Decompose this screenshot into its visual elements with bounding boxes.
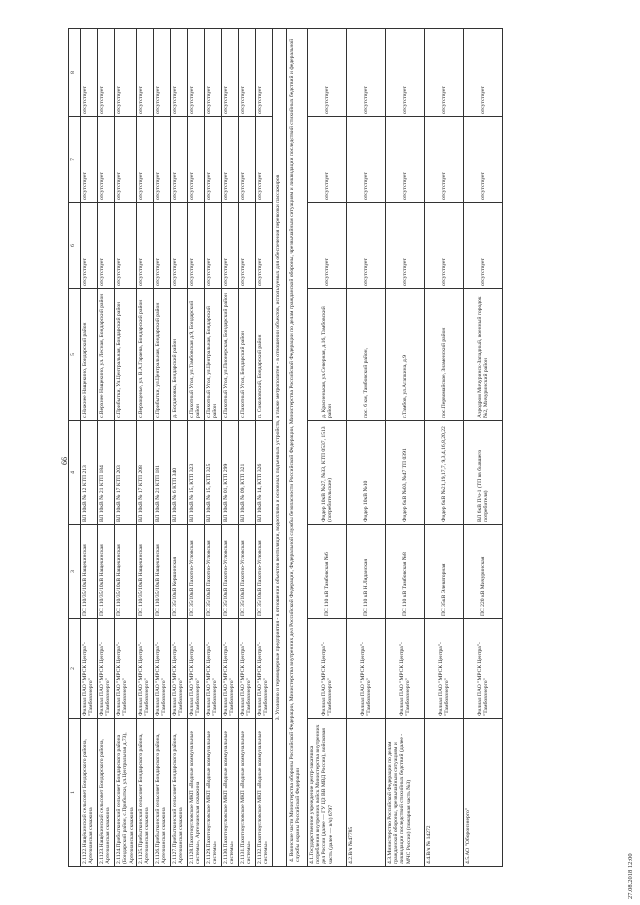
table-cell: отсутствует <box>170 203 187 289</box>
table-cell: пос. 6 км, Тамбовский район, <box>346 289 385 421</box>
table-cell: ВЛ 10кВ № 17 КТП 203 <box>115 421 137 525</box>
table-cell: с.Нижнее Нащекино, Бондарский район <box>81 289 98 421</box>
section-row <box>272 29 286 867</box>
page-number: 66 <box>60 457 69 465</box>
col-header: 2 <box>69 619 81 719</box>
table-row <box>385 29 424 867</box>
table-row <box>346 29 385 867</box>
table-cell: ВЛ 10кВ № 09, КТП 321 <box>238 421 255 525</box>
table-cell: отсутствует <box>255 29 272 117</box>
table-cell: Филиал ПАО "МРСК Центра"-"Тамбовэнерго" <box>136 619 153 719</box>
table-cell: отсутствует <box>385 29 424 117</box>
table-row <box>463 29 502 867</box>
table-cell: отсутствует <box>463 29 502 117</box>
table-cell: Филиал ПАО "МРСК Центра"-"Тамбовэнерго" <box>170 619 187 719</box>
col-header: 8 <box>69 29 81 117</box>
table-cell: отсутствует <box>463 117 502 203</box>
table-cell: д. Богдановка, Бондарский район <box>170 289 187 421</box>
table-cell: ВЛ 10кВ № 15, КТП 325 <box>204 421 221 525</box>
table-cell: ПС 35/10кВ Пахотно-Угловская <box>255 525 272 619</box>
table-cell: отсутствует <box>136 29 153 117</box>
table-cell: Фидер 10кВ №10 <box>346 421 385 525</box>
table-cell: Филиал ПАО "МРСК Центра"-"Тамбовэнерго" <box>98 619 115 719</box>
header-row <box>69 29 81 867</box>
table-cell: отсутствует <box>153 29 170 117</box>
table-row <box>255 29 272 867</box>
table-cell: 2.1122.Нащёкинский сельсовет Бондарского района, Артезианская скважина <box>81 719 98 867</box>
table-cell: с.Пахотный Угол, ул.Тамбовская д.9, Бондарский район <box>187 289 204 421</box>
table-cell: отсутствует <box>255 117 272 203</box>
table-cell: отсутствует <box>424 203 463 289</box>
table-cell: ПС 110/35/10кВ Нащекинская <box>98 525 115 619</box>
table-cell: ПС 110/35/10кВ Нащекинская <box>153 525 170 619</box>
table-cell: отсутствует <box>98 117 115 203</box>
table-cell: Фидер 6кВ №21,19,17,7, 9,3,4,16,8,20,22 <box>424 421 463 525</box>
table-row <box>204 29 221 867</box>
table-cell: с.Пахотный Угол, Бондарский район <box>238 289 255 421</box>
table-cell: Филиал ПАО "МРСК Центра"-"Тамбовэнерго" <box>346 619 385 719</box>
table-cell: 4.1.Государственное учреждение центр-заказчика потребления внутренних войск Министерства внутренних дел России (далее — ГУ ЦЗ ВВ МВД России), войсковая часть (далее — в/ч) 6797 <box>307 719 346 867</box>
table-cell: ПС 110/35/10кВ Нащекинская <box>115 525 137 619</box>
table-cell: отсутствует <box>346 29 385 117</box>
table-cell: отсутствует <box>204 29 221 117</box>
table-cell: 2.1131.Пахотноугловское МКП «Водные коммунальные системы» <box>238 719 255 867</box>
table-cell: отсутствует <box>307 117 346 203</box>
table-cell: Филиал ПАО "МРСК Центра"-"Тамбовэнерго" <box>424 619 463 719</box>
table-cell: ВЛ 10кВ № 6 КТП 340 <box>170 421 187 525</box>
table-row <box>424 29 463 867</box>
table-cell: ВЛ 6кВ П/ч-1 (ТП вв бывшего потребителя) <box>463 421 502 525</box>
table-cell: отсутствует <box>81 29 98 117</box>
table-cell: отсутствует <box>98 29 115 117</box>
table-cell: отсутствует <box>81 117 98 203</box>
table-cell: Филиал ПАО "МРСК Центра"-"Тамбовэнерго" <box>115 619 137 719</box>
table-cell: с.Верхнее Нащекино, ул. Лесная, Бондарский район <box>98 289 115 421</box>
table-cell: Филиал ПАО "МРСК Центра"-"Тамбовэнерго" <box>385 619 424 719</box>
table-cell: пос.Первомайское, Знаменский район <box>424 289 463 421</box>
table-cell: ВЛ 10кВ № 17 КТП 208 <box>136 421 153 525</box>
footer-timestamp: 27.08.2018 12:00 <box>627 853 634 899</box>
table-cell: ВЛ 10кВ № 12 КТП 213 <box>81 421 98 525</box>
table-cell: Филиал ПАО "МРСК Центра"-"Тамбовэнерго" <box>238 619 255 719</box>
table-cell: г.Тамбов, ул.Агапкина, д.9 <box>385 289 424 421</box>
table-cell: отсутствует <box>170 29 187 117</box>
table-cell: отсутствует <box>424 29 463 117</box>
table-cell: 2.1124.Прибыткинский сельсовет Бондарского района (Бондарский район, с.Прибытки, ул.Центральная д.73), Артезианская скважина <box>115 719 137 867</box>
col-header: 6 <box>69 203 81 289</box>
table-cell: отсутствует <box>238 29 255 117</box>
table-cell: отсутствует <box>385 203 424 289</box>
table-cell: с.Пахотный Угол, ул.Центральная, Бондарский район <box>204 289 221 421</box>
table-row <box>307 29 346 867</box>
table-cell: 2.1128.Пахотноугловское МКП «Водные коммунальные системы», Артезианская скважина <box>187 719 204 867</box>
table-cell: отсутствует <box>187 203 204 289</box>
table-cell: отсутствует <box>346 117 385 203</box>
data-table <box>68 28 503 867</box>
table-cell: отсутствует <box>115 203 137 289</box>
table-cell: Филиал ПАО "МРСК Центра"-"Тамбовэнерго" <box>81 619 98 719</box>
table-cell: ПС 35/10кВ Пахотно-Угловская <box>238 525 255 619</box>
table-row <box>221 29 238 867</box>
table-cell: отсутствует <box>115 29 137 117</box>
table-row <box>136 29 153 867</box>
table-cell: ВЛ 10кВ № 21 КТП 184 <box>98 421 115 525</box>
table-cell: ВЛ 10кВ № 14, КТП 326 <box>255 421 272 525</box>
table-cell: отсутствует <box>424 117 463 203</box>
table-cell: отсутствует <box>255 203 272 289</box>
table-cell: отсутствует <box>238 203 255 289</box>
table-cell: 4.5.АО "Оборонэнерго" <box>463 719 502 867</box>
col-header: 5 <box>69 289 81 421</box>
table-cell: отсутствует <box>221 203 238 289</box>
table-cell: ПС 35/10кВ Кершинская <box>170 525 187 619</box>
table-cell: 2.1123.Нащёкинский сельсовет Бондарского района, Артезианская скважина <box>98 719 115 867</box>
table-cell: отсутствует <box>153 117 170 203</box>
table-cell: отсутствует <box>307 29 346 117</box>
table-cell: 4.2.В/ч №47785 <box>346 719 385 867</box>
table-cell: п. Соколовский, Бондарский район <box>255 289 272 421</box>
col-header: 1 <box>69 719 81 867</box>
table-cell: 2.1125.Прибыткинский сельсовет Бондарского района, Артезианская скважина <box>136 719 153 867</box>
table-cell: отсутствует <box>204 203 221 289</box>
table-cell: Фидер 6кВ №03, №47 ТП 0391 <box>385 421 424 525</box>
table-cell: отсутствует <box>170 117 187 203</box>
col-header: 4 <box>69 421 81 525</box>
table-cell: Филиал ПАО "МРСК Центра"-"Тамбовэнерго" <box>204 619 221 719</box>
table-cell: с.Прибытки, ул.Центральная, Бондарский район <box>153 289 170 421</box>
table-cell: отсутствует <box>463 203 502 289</box>
table-cell: Филиал ПАО "МРСК Центра"-"Тамбовэнерго" <box>255 619 272 719</box>
table-row <box>115 29 137 867</box>
table-cell: с.Верхоценье, ул. В.А.Гараева, Бондарский район <box>136 289 153 421</box>
table-cell: отсутствует <box>136 203 153 289</box>
table-row <box>153 29 170 867</box>
table-cell: ВЛ 10кВ № 21 КТП 181 <box>153 421 170 525</box>
table-cell: ПС 110 кВ Н.Ляданская <box>346 525 385 619</box>
table-row <box>238 29 255 867</box>
table-cell: Аэродром Мичуринск-Западный, военный городок №2, Мичуринский район <box>463 289 502 421</box>
table-cell: отсутствует <box>187 29 204 117</box>
table-cell: 2.1127.Прибыткинский сельсовет Бондарского района, Артезианская скважина <box>170 719 187 867</box>
section-4-heading: 4. Воинские части Министерства обороны Российской Федерации, Министерства внутренних дел Российской Федерации, Федеральной службы безопасности Российской Федерации, Министерства Российской Федерации по делам гражданской обороны, чрезвычайным ситуациям и ликвидации последствий стихийных бедствий и федеральной службы охраны Российской Федерации <box>286 29 307 867</box>
table-row <box>98 29 115 867</box>
table-cell: Филиал ПАО "МРСК Центра"-"Тамбовэнерго" <box>221 619 238 719</box>
table-cell: ПС 110/35/10кВ Нащекинская <box>81 525 98 619</box>
table-cell: 2.1129.Пахотноугловское МКП «Водные коммунальные системы» <box>204 719 221 867</box>
table-cell: 2.1130.Пахотноугловское МКП «Водные коммунальные системы» <box>221 719 238 867</box>
table-cell: ПС 35кВ Элеваторная <box>424 525 463 619</box>
table-cell: с.Прибытки, Ул.Центральная, Бондарский район <box>115 289 137 421</box>
table-cell: ПС 35/10кВ Пахотно-Угловская <box>187 525 204 619</box>
table-cell: отсутствует <box>238 117 255 203</box>
table-cell: ПС 220 кВ Мичуринская <box>463 525 502 619</box>
table-cell: д. Красненькая, ул.Северная, д.16, Тамбовский район <box>307 289 346 421</box>
table-cell: 4.3.Министерство Российской Федерации по делам гражданской обороны, чрезвычайным ситуациям и ликвидации последствий стихийных бедствий (далее - МЧС России) (пожарная часть №3) <box>385 719 424 867</box>
table-cell: ПС 35/10кВ Пахотно-Угловская <box>221 525 238 619</box>
table-cell: отсутствует <box>346 203 385 289</box>
table-cell: отсутствует <box>307 203 346 289</box>
table-cell: Фидер 10кВ №27, №33, КТП 0537, 1513 (потребительские) <box>307 421 346 525</box>
col-header: 3 <box>69 525 81 619</box>
table-cell: отсутствует <box>115 117 137 203</box>
table-row <box>81 29 98 867</box>
table-cell: отсутствует <box>81 203 98 289</box>
table-cell: 4.4.В/ч № 14272 <box>424 719 463 867</box>
table-cell: 2.1132.Пахотноугловское МКП «Водные коммунальные системы» <box>255 719 272 867</box>
table-cell: отсутствует <box>187 117 204 203</box>
table-cell: Филиал ПАО "МРСК Центра"-"Тамбовэнерго" <box>153 619 170 719</box>
table-row <box>187 29 204 867</box>
section-row <box>286 29 307 867</box>
table-cell: с.Пахотный Угол, ул.Пионерская, Бондарский район <box>221 289 238 421</box>
table-cell: отсутствует <box>153 203 170 289</box>
table-cell: ПС 110 кВ Тамбовская №8 <box>385 525 424 619</box>
table-row <box>170 29 187 867</box>
table-cell: ВЛ 10кВ № 15, КТП 323 <box>187 421 204 525</box>
table-cell: Филиал ПАО "МРСК Центра"-"Тамбовэнерго" <box>307 619 346 719</box>
table-cell: ВЛ 10кВ № 01, КТП 299 <box>221 421 238 525</box>
table-cell: ПС 110/35/10кВ Нащекинская <box>136 525 153 619</box>
table-cell: ПС 110 кВ Тамбовская №6 <box>307 525 346 619</box>
table-cell: 2.1126.Прибыткинский сельсовет Бондарского района, Артезианская скважина <box>153 719 170 867</box>
table-cell: Филиал ПАО "МРСК Центра"-"Тамбовэнерго" <box>463 619 502 719</box>
table-cell: Филиал ПАО "МРСК Центра"-"Тамбовэнерго" <box>187 619 204 719</box>
table-cell: отсутствует <box>136 117 153 203</box>
table-cell: отсутствует <box>221 29 238 117</box>
section-3-heading: 3. Уголовно и термоядерные предприятия - в отношении объектов вентиляции, водоотлива и основных подъемных устройств, а также метрополитен - в отношении объектов, используемых для обеспечения перевозки пассажиров <box>272 29 286 867</box>
table-cell: отсутствует <box>385 117 424 203</box>
col-header: 7 <box>69 117 81 203</box>
table-cell: отсутствует <box>221 117 238 203</box>
table-cell: отсутствует <box>98 203 115 289</box>
table-cell: ПС 35/10кВ Пахотно-Угловская <box>204 525 221 619</box>
table-cell: отсутствует <box>204 117 221 203</box>
